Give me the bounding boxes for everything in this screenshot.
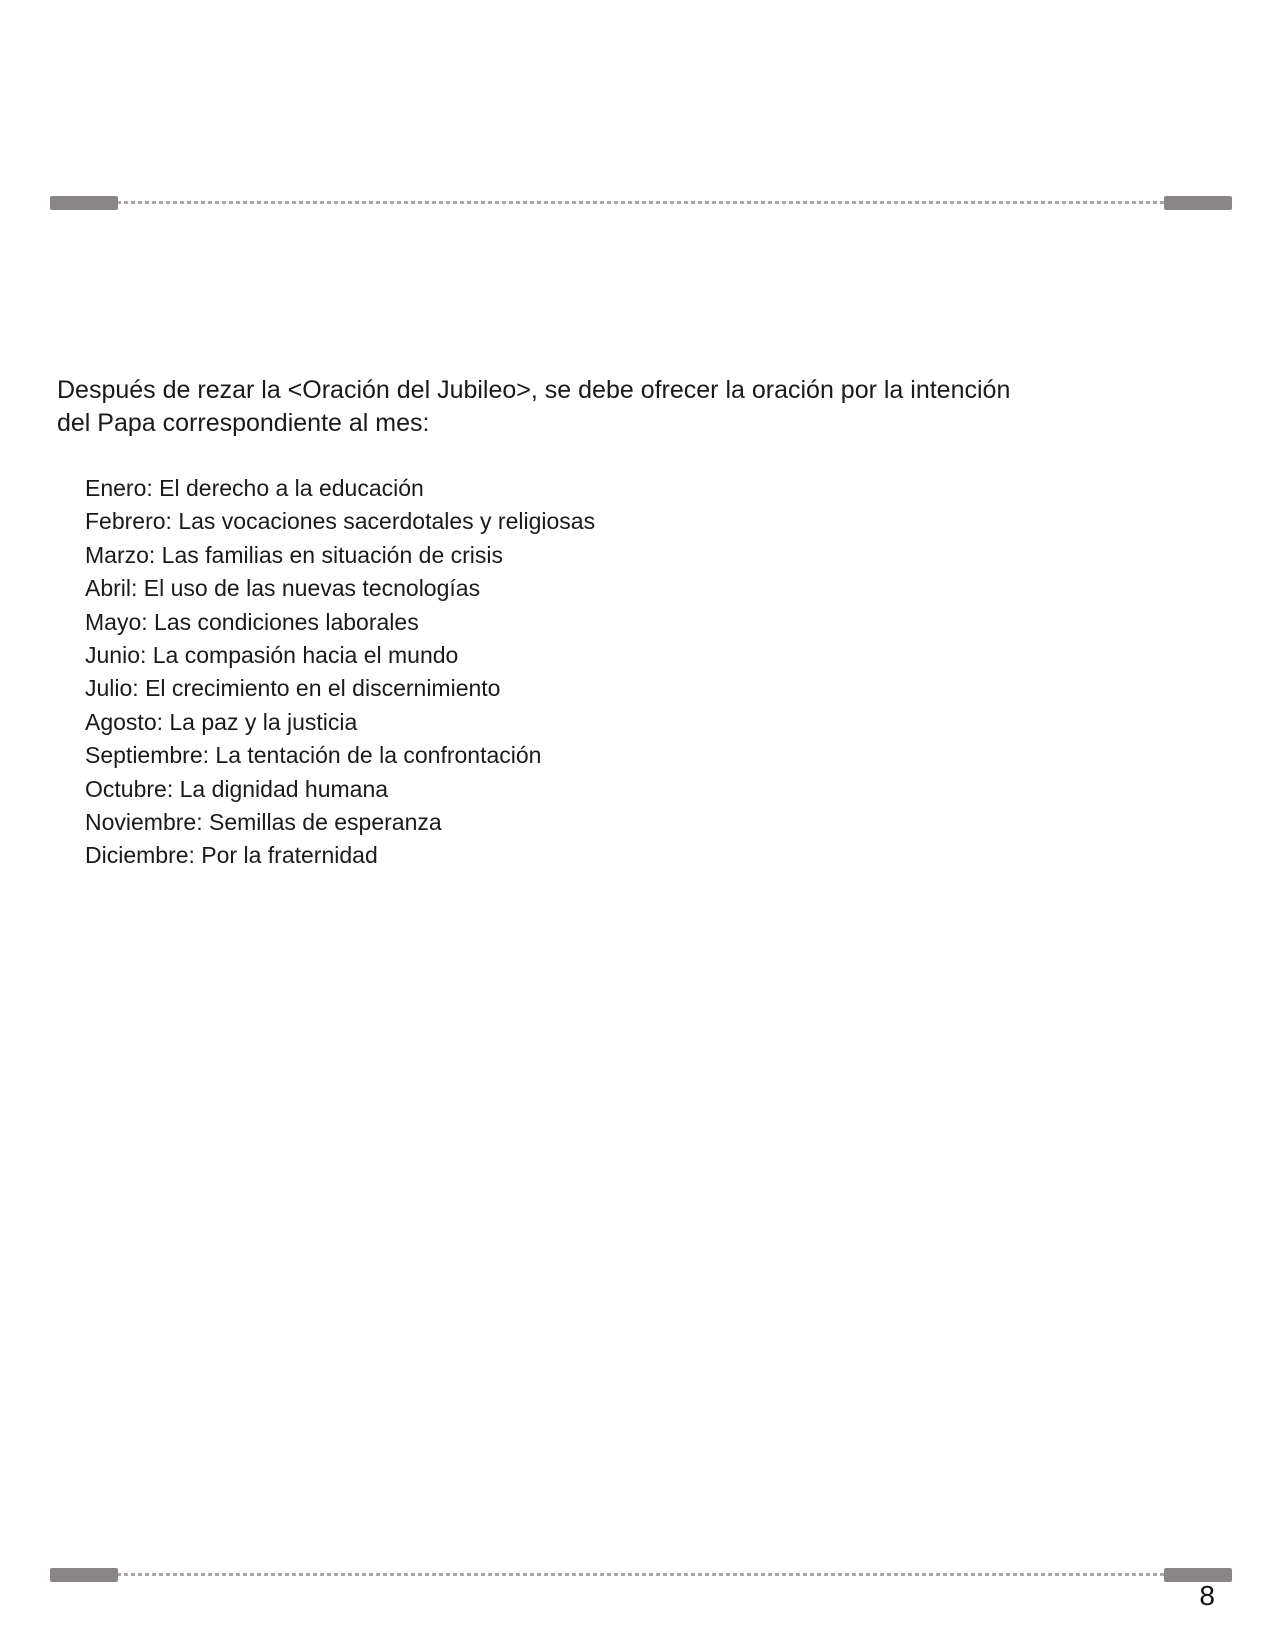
intention-item-noviembre: Noviembre: Semillas de esperanza <box>85 809 442 836</box>
footer-border <box>50 1568 1232 1582</box>
footer-dashed-line <box>54 1573 1228 1576</box>
intention-item-febrero: Febrero: Las vocaciones sacerdotales y religiosas <box>85 508 596 535</box>
page-number: 8 <box>1199 1580 1215 1611</box>
intention-item-octubre: Octubre: La dignidad humana <box>85 775 389 802</box>
intention-item-abril: Abril: El uso de las nuevas tecnologías <box>85 575 481 602</box>
header-right-cap <box>1164 196 1232 210</box>
intention-item-marzo: Marzo: Las familias en situación de crisis <box>85 541 503 568</box>
intention-item-agosto: Agosto: La paz y la justicia <box>85 708 358 735</box>
intention-item-septiembre: Septiembre: La tentación de la confrontación <box>85 742 542 769</box>
header-left-cap <box>50 196 118 210</box>
footer-right-cap <box>1164 1568 1232 1582</box>
intention-item-julio: Julio: El crecimiento en el discernimiento <box>85 675 501 702</box>
intention-item-junio: Junio: La compasión hacia el mundo <box>85 642 459 669</box>
header-border <box>50 196 1232 210</box>
footer-left-cap <box>50 1568 118 1582</box>
intention-item-mayo: Mayo: Las condiciones laborales <box>85 608 419 635</box>
header-dashed-line <box>54 201 1228 204</box>
intention-item-enero: Enero: El derecho a la educación <box>85 475 424 501</box>
intro-paragraph: Después de rezar la <Oración del Jubileo>, se debe ofrecer la oración por la intención del Papa correspondiente al mes: <box>57 376 1011 438</box>
monthly-intentions-list <box>85 472 595 873</box>
intention-item-diciembre: Diciembre: Por la fraternidad <box>85 842 378 869</box>
